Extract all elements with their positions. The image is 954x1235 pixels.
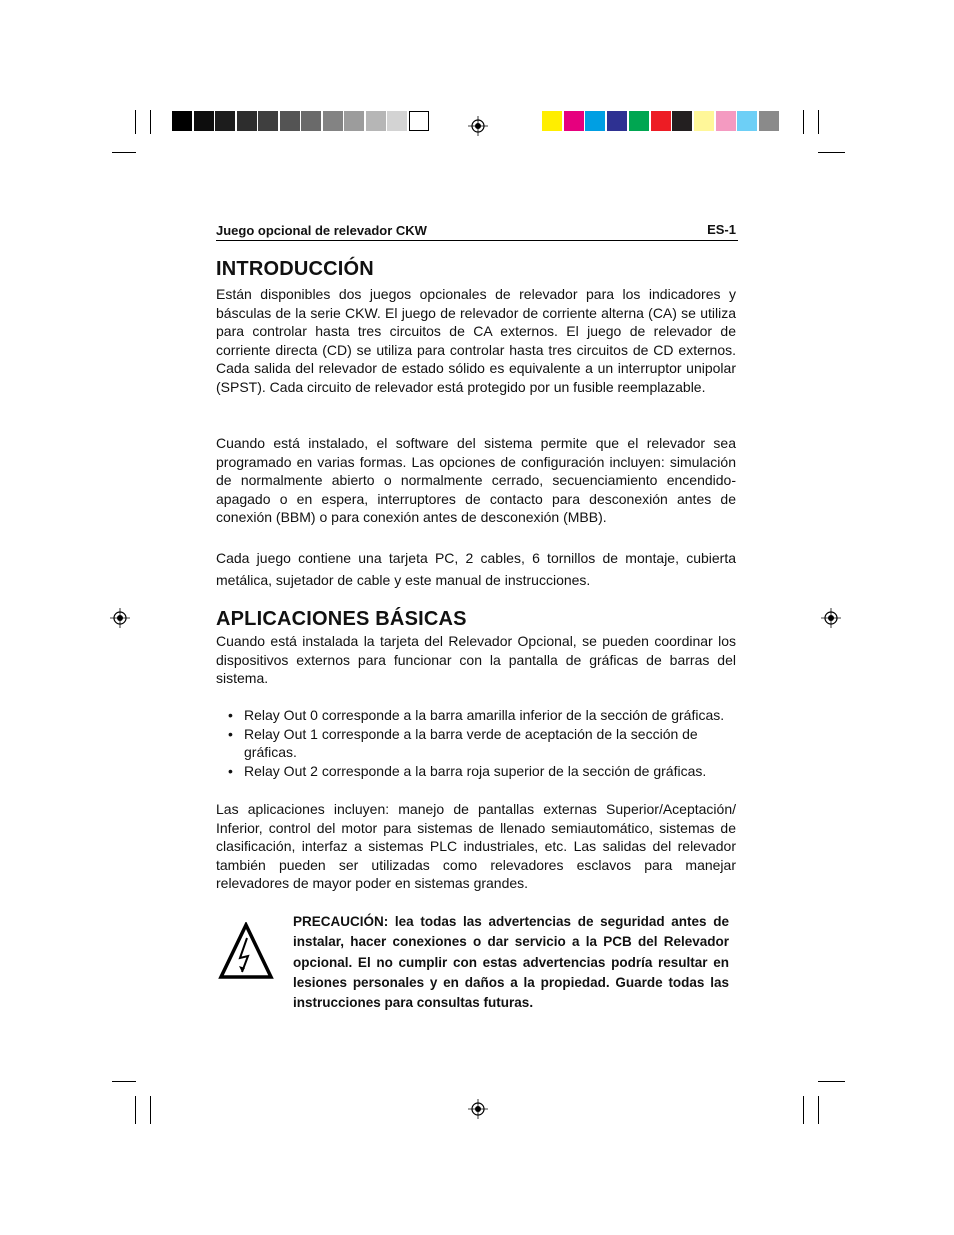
relay-bullet-list xyxy=(228,706,740,780)
intro-paragraph: Están disponibles dos juegos opcionales de relevador para los indicadores y básculas de la serie CKW. El juego de relevador de corriente alterna (CA) se utiliza para controlar hasta tres circuitos de CA externos. El juego de relevador de corriente directa (CD) se utiliza para controlar hasta tres circuitos de CD externos. Cada salida del relevador de estado sólido es equivalente a un interruptor unipolar (SPST). Cada circuito de relevador está protegido por un fusible reemplazable. xyxy=(216,286,736,395)
color-swatch xyxy=(409,111,429,131)
crop-mark xyxy=(803,110,804,134)
registration-mark-icon xyxy=(468,116,488,136)
color-swatch xyxy=(258,111,278,131)
page-number: ES-1 xyxy=(707,222,736,237)
crop-mark xyxy=(150,110,151,134)
color-swatch xyxy=(215,111,235,131)
crop-mark xyxy=(135,110,136,134)
color-swatch xyxy=(737,111,757,131)
registration-mark-icon xyxy=(110,608,130,628)
registration-mark-icon xyxy=(468,1099,488,1119)
color-swatch xyxy=(194,111,214,131)
color-swatch xyxy=(323,111,343,131)
electrical-hazard-icon xyxy=(218,922,274,980)
header-title: Juego opcional de relevador CKW xyxy=(216,223,427,238)
color-swatch xyxy=(172,111,192,131)
list-item: • Relay Out 2 corresponde a la barra roja superior de la sección de gráficas. xyxy=(228,762,740,781)
crop-mark xyxy=(112,1081,136,1082)
color-swatch xyxy=(366,111,386,131)
color-swatch xyxy=(387,111,407,131)
section-heading-introduccion: INTRODUCCIÓN xyxy=(216,258,374,280)
color-swatch xyxy=(280,111,300,131)
applications-closing: Las aplicaciones incluyen: manejo de pantallas externas Superior/Aceptación/ Inferior, control del motor para sistemas de llenado semiautomático, sistemas de clasificación, interfaz a sistemas PLC industriales, etc. Las salidas del relevador también pueden ser utilizadas como relevadores esclavos para manejar relevadores de mayor poder en sistemas grandes. xyxy=(216,801,736,892)
crop-mark xyxy=(112,152,136,153)
color-swatch xyxy=(237,111,257,131)
color-swatch xyxy=(716,111,736,131)
color-swatch xyxy=(672,111,692,131)
crop-mark xyxy=(135,1096,136,1124)
color-swatch xyxy=(542,111,562,131)
color-swatch xyxy=(344,111,364,131)
color-swatch xyxy=(607,111,627,131)
applications-intro: Cuando está instalada la tarjeta del Relevador Opcional, se pueden coordinar los dispositivos externos para funcionar con la pantalla de gráficas de barras del sistema. xyxy=(216,633,736,687)
color-swatch xyxy=(694,111,714,131)
color-swatch xyxy=(301,111,321,131)
color-swatch xyxy=(585,111,605,131)
crop-mark xyxy=(818,1096,819,1124)
list-item: • Relay Out 1 corresponde a la barra verde de aceptación de la sección de gráficas. xyxy=(228,725,740,762)
intro-paragraph: Cada juego contiene una tarjeta PC, 2 cables, 6 tornillos de montaje, cubierta metálica, sujetador de cable y este manual de instrucciones. xyxy=(216,550,736,588)
caution-text: PRECAUCIÓN: lea todas las advertencias de seguridad antes de instalar, hacer conexiones o dar servicio a la PCB del Relevador opcional. El no cumplir con estas advertencias podría resultar en lesiones personales y en daños a la propiedad. Guarde todas las instrucciones para consultas futuras. xyxy=(293,914,729,1011)
color-swatch xyxy=(629,111,649,131)
intro-paragraph: Cuando está instalado, el software del sistema permite que el relevador sea programado en varias formas. Las opciones de configuración incluyen: simulación de normalmente abierto o normalmente cerrado, secuenciamiento encendido-apagado o en espera, interruptores de contacto para desconexión antes de conexión (BBM) o para conexión antes de desconexión (MBB). xyxy=(216,435,736,526)
crop-mark xyxy=(818,110,819,134)
list-item: • Relay Out 0 corresponde a la barra amarilla inferior de la sección de gráficas. xyxy=(228,706,740,725)
section-heading-aplicaciones: APLICACIONES BÁSICAS xyxy=(216,608,467,630)
crop-mark xyxy=(818,1081,845,1082)
color-swatch xyxy=(759,111,779,131)
color-swatch xyxy=(651,111,671,131)
running-header xyxy=(216,222,738,241)
crop-mark xyxy=(803,1096,804,1124)
crop-mark xyxy=(150,1096,151,1124)
registration-mark-icon xyxy=(821,608,841,628)
crop-mark xyxy=(818,152,845,153)
color-swatch xyxy=(564,111,584,131)
